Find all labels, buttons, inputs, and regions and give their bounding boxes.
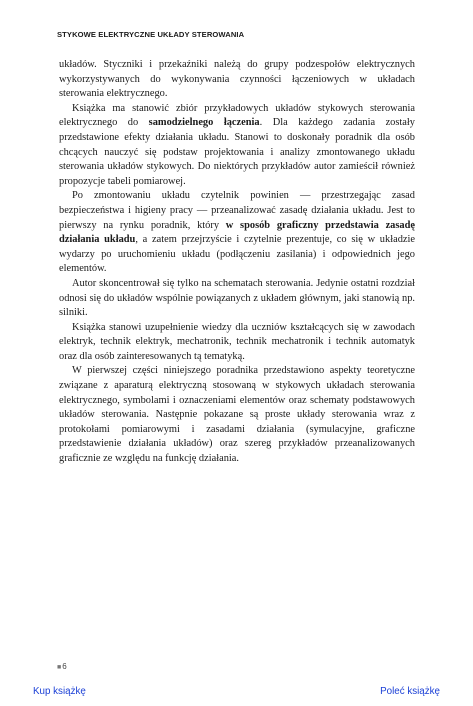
page-mark-icon: ■ xyxy=(57,664,62,671)
paragraph-text: układów. Styczniki i przekaźniki należą do grupy podzespołów elektrycznych wykorzystywanych do wykonywania czynności łączeniowych w układach sterowania elektrycznego. xyxy=(59,59,415,100)
paragraph-text: Książka ma stanowić zbiór przykładowych układów stykowych sterowania elektrycznego do xyxy=(59,102,415,129)
page-number-value: 6 xyxy=(62,662,67,671)
paragraph-text: Autor skoncentrował się tylko na schematach sterowania. Jedynie ostatni rozdział odnosi się do układów wspólnie powiązanych z układem głównym, jaki stanowią np. silniki. xyxy=(59,277,415,319)
paragraph-text: . Dla każdego zadania zostały przedstawione efekty działania układu. Stanowi to doskonały poradnik dla osób chcących nauczyć się podstaw projektowania i analizy zmontowanego układu sterowania układów stykowych. Do niektórych przykładów autor zamieścił również propozycje tabeli pomiarowej. xyxy=(59,117,415,187)
paragraph-text: Po zmontowaniu układu czytelnik powinien — przestrzegając zasad bezpieczeństwa i higieny pracy — przeanalizować zasadę działania układu. Jest to pierwszy na rynku poradnik, który xyxy=(59,190,415,231)
running-header: STYKOWE ELEKTRYCZNE UKŁADY STEROWANIA xyxy=(57,30,245,39)
paragraph-text: Książka stanowi uzupełnienie wiedzy dla uczniów kształcących się w zawodach elektryk, technik elektryk, mechatronik, technik mechatronik i technik automatyk oraz dla osób zainteresowanych tą tematyką. xyxy=(59,321,415,362)
buy-book-link[interactable]: Kup książkę xyxy=(33,686,86,697)
paragraph-5 xyxy=(59,321,415,365)
paragraph-3 xyxy=(59,189,415,277)
recommend-book-link[interactable]: Poleć książkę xyxy=(380,686,440,697)
paragraph-2 xyxy=(59,102,415,190)
paragraph-4 xyxy=(59,277,415,321)
bold-phrase: w sposób graficzny przedstawia zasadę działania układu xyxy=(59,219,416,246)
paragraph-text: , a zatem przejrzyście i czytelnie prezentuje, co się w układzie wydarzy po uruchomieniu układu (podłączeniu zasilania) i odpowiednich jego elementów. xyxy=(59,234,415,275)
body-text xyxy=(59,58,415,467)
paragraph-1 xyxy=(59,58,415,102)
paragraph-text: W pierwszej części niniejszego poradnika przedstawiono aspekty teoretyczne związane z aparaturą elektryczną stosowaną w stykowych układach sterowania elektrycznego, symbolami i oznaczeniami elementów oraz schematy podstawowych układów sterowania. Następnie pokazane są proste układy sterowania wraz z protokołami pomiarowymi i zasadami działania (symulacyjne, graficzne przedstawienie działania układów) oraz szereg przykładów przeanalizowanych graficznie ze względu na funkcję działania. xyxy=(59,365,415,465)
page-number xyxy=(57,662,67,671)
bold-phrase: samodzielnego łączenia xyxy=(148,117,260,129)
paragraph-6 xyxy=(59,364,415,466)
